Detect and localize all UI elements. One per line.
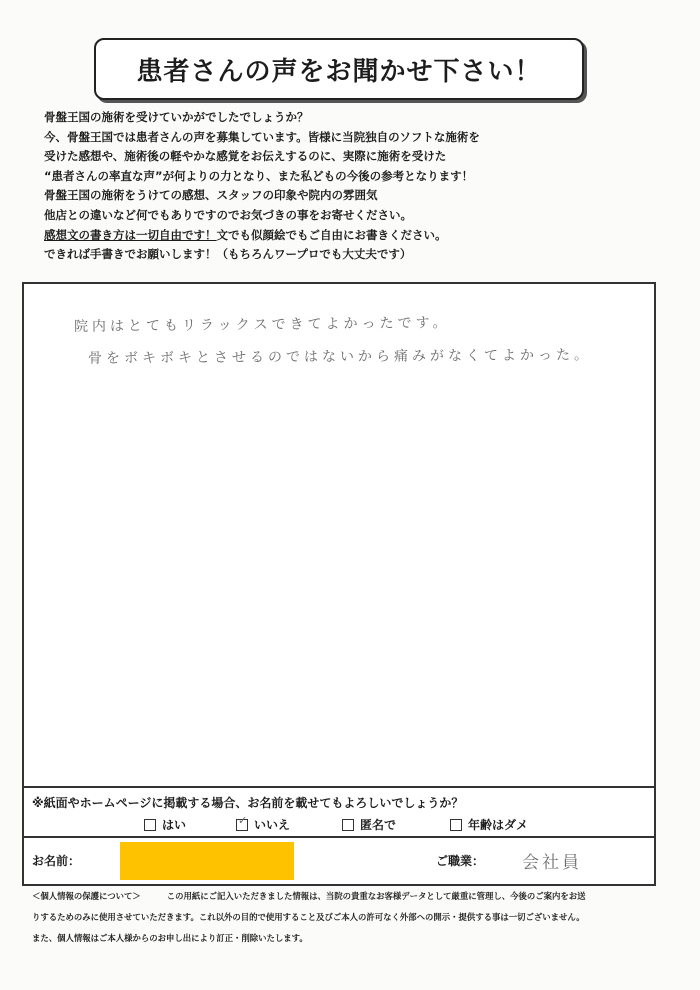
intro-line: 今、骨盤王国では患者さんの声を募集しています。皆様に当院独自のソフトな施術を <box>44 129 480 144</box>
privacy-line: また、個人情報はご本人様からのお申し出により訂正・削除いたします。 <box>32 933 308 943</box>
checkbox-no[interactable] <box>236 813 248 831</box>
intro-line <box>44 226 664 246</box>
privacy-line <box>32 886 672 907</box>
intro-line: できれば手書きでお願いします！（もちろんワープロでも大丈夫です） <box>44 247 412 262</box>
option-yes-label: はい <box>162 818 187 832</box>
intro-line: 骨盤王国の施術を受けていかがでしたでしょうか？ <box>44 110 309 124</box>
name-redaction <box>120 842 294 880</box>
checkbox-yes[interactable] <box>144 819 156 831</box>
option-no-age[interactable] <box>450 816 528 833</box>
option-no-age-label: 年齢はダメ <box>468 818 529 832</box>
checkbox-anonymous[interactable] <box>342 819 354 831</box>
privacy-notice <box>32 886 672 949</box>
option-no[interactable] <box>236 813 291 833</box>
survey-form <box>22 282 656 886</box>
page-title: 患者さんの声をお聞かせ下さい！ <box>136 56 542 87</box>
privacy-heading: ＜個人情報の保護について＞ <box>32 891 141 901</box>
privacy-line: りするためのみに使用させていただきます。これ以外の目的で使用すること及びご本人の許可なく外部への開示・提供する事は一切ございません。 <box>32 912 585 922</box>
intro-line: 骨盤王国の施術をうけての感想、スタッフの印象や院内の雰囲気 <box>44 188 378 203</box>
comment-area[interactable] <box>24 284 654 788</box>
intro-text <box>44 108 664 265</box>
option-yes[interactable] <box>144 816 186 833</box>
consent-question: ※紙面やホームページに掲載する場合、お名前を載せてもよろしいでしょうか？ <box>32 796 464 810</box>
option-anonymous-label: 匿名で <box>360 818 397 832</box>
privacy-text: この用紙にご記入いただきました情報は、当院の貴重なお客様データとして厳重に管理し、今後のご案内をお送 <box>166 891 586 901</box>
intro-line: 他店との違いなど何でもありですのでお気づきの事をお寄せください。 <box>44 207 412 222</box>
occupation-label: ご職業： <box>436 854 485 868</box>
option-anonymous[interactable] <box>342 816 396 833</box>
consent-section <box>24 788 654 838</box>
handwritten-comment-line: 院内はとてもリラックスできてよかったです。 <box>73 315 451 335</box>
intro-line: “患者さんの率直な声”が何よりの力となり、また私どもの今後の参考となります！ <box>44 168 474 183</box>
option-no-label: いいえ <box>254 818 291 832</box>
occupation-value[interactable]: 会社員 <box>522 853 582 873</box>
handwritten-comment-line: 骨をボキボキとさせるのではないから痛みがなくてよかった。 <box>87 347 593 367</box>
title-banner <box>94 38 584 100</box>
free-format-rest: 文でも似顔絵でもご自由にお書きください。 <box>216 227 447 242</box>
free-format-note: 感想文の書き方は一切自由です！ <box>44 227 217 242</box>
name-label: お名前： <box>32 854 81 868</box>
check-mark-icon: ✓ <box>238 813 248 827</box>
intro-line: 受けた感想や、施術後の軽やかな感覚をお伝えするのに、実際に施術を受けた <box>44 149 447 164</box>
name-row <box>24 838 654 882</box>
checkbox-no-age[interactable] <box>450 819 462 831</box>
